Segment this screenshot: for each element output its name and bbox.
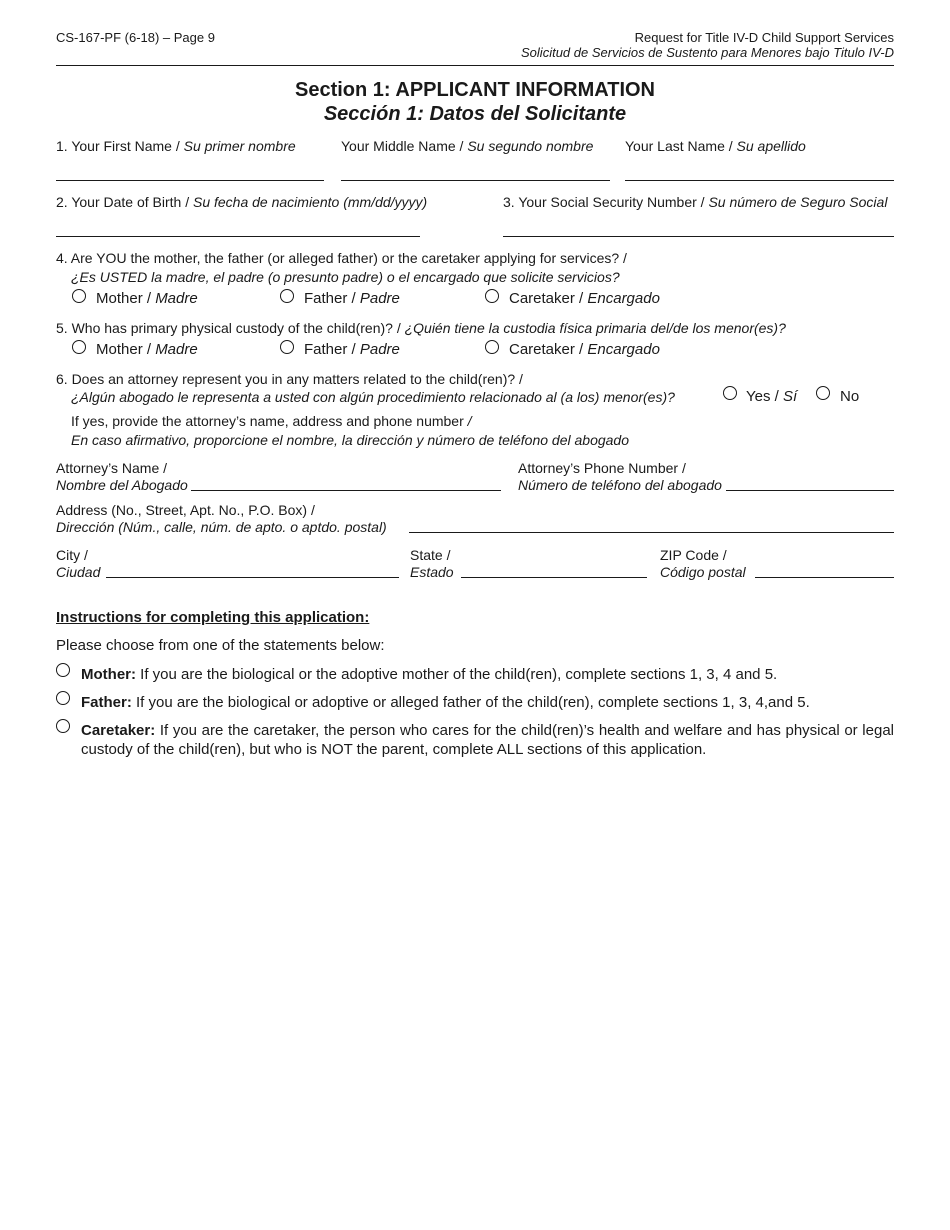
middle-name-field[interactable] xyxy=(341,180,610,181)
city-field[interactable] xyxy=(106,577,399,578)
q6-question-es: ¿Algún abogado le representa a usted con algún procedimiento relacionado al (a los) menor(es)? xyxy=(71,389,675,405)
q6-question: 6. Does an attorney represent you in any matters related to the child(ren)? / xyxy=(56,371,523,387)
dob-label: 2. Your Date of Birth / Su fecha de nacimiento (mm/dd/yyyy) xyxy=(56,194,428,210)
instr-father-radio[interactable] xyxy=(56,691,70,705)
city-label: City / xyxy=(56,547,88,563)
attorney-phone-label-es: Número de teléfono del abogado xyxy=(518,477,722,493)
attorney-name-label: Attorney’s Name / xyxy=(56,460,168,476)
q5-caretaker-label: Caretaker / Encargado xyxy=(509,341,660,358)
q4-caretaker-radio[interactable] xyxy=(485,289,499,303)
instr-father-text: Father: If you are the biological or adoptive or alleged father of the child(ren), complete sections 1, 3, 4,and 5. xyxy=(81,694,810,711)
attorney-name-label-es: Nombre del Abogado xyxy=(56,477,188,493)
q6-no-label: No xyxy=(840,388,860,405)
instr-caretaker-radio[interactable] xyxy=(56,719,70,733)
header-title-es: Solicitud de Servicios de Sustento para Menores bajo Titulo IV-D xyxy=(521,45,894,60)
attorney-phone-field[interactable] xyxy=(726,490,894,491)
first-name-label: 1. Your First Name / Su primer nombre xyxy=(56,138,296,154)
zip-label: ZIP Code / xyxy=(660,547,727,563)
q5-father-label: Father / Padre xyxy=(304,341,400,358)
q4-question: 4. Are YOU the mother, the father (or alleged father) or the caretaker applying for services? / xyxy=(56,250,627,266)
first-name-field[interactable] xyxy=(56,180,324,181)
state-field[interactable] xyxy=(461,577,647,578)
instructions-intro: Please choose from one of the statements below: xyxy=(56,637,385,654)
q5-mother-radio[interactable] xyxy=(72,340,86,354)
q5-father-radio[interactable] xyxy=(280,340,294,354)
q4-mother-radio[interactable] xyxy=(72,289,86,303)
q4-father-label: Father / Padre xyxy=(304,290,400,307)
instr-caretaker-text: Caretaker: If you are the caretaker, the person who cares for the child(ren)’s health and welfare and has physical or legal custody of the child(ren), but who is NOT the parent, complete ALL sections of this application. xyxy=(81,722,894,758)
instructions-heading: Instructions for completing this application: xyxy=(56,609,370,626)
dob-field[interactable] xyxy=(56,236,420,237)
q6-ifyes-es: En caso afirmativo, proporcione el nombre, la dirección y número de teléfono del abogado xyxy=(71,432,629,448)
q4-father-radio[interactable] xyxy=(280,289,294,303)
header-title-en: Request for Title IV-D Child Support Services xyxy=(634,30,894,45)
city-label-es: Ciudad xyxy=(56,564,101,580)
address-label: Address (No., Street, Apt. No., P.O. Box) / xyxy=(56,502,315,518)
q4-mother-label: Mother / Madre xyxy=(96,290,198,307)
q5-question: 5. Who has primary physical custody of the child(ren)? / ¿Quién tiene la custodia física primaria del/de los menor(es)? xyxy=(56,320,786,336)
q6-yes-radio[interactable] xyxy=(723,386,737,400)
state-label: State / xyxy=(410,547,451,563)
section-title: Section 1: APPLICANT INFORMATION xyxy=(295,79,655,101)
form-id: CS-167-PF (6-18) – Page 9 xyxy=(56,30,215,45)
attorney-name-field[interactable] xyxy=(191,490,501,491)
attorney-phone-label: Attorney’s Phone Number / xyxy=(518,460,686,476)
zip-label-es: Código postal xyxy=(660,564,746,580)
zip-field[interactable] xyxy=(755,577,894,578)
ssn-field[interactable] xyxy=(503,236,894,237)
q4-question-es: ¿Es USTED la madre, el padre (o presunto padre) o el encargado que solicite servicios? xyxy=(71,269,620,285)
q6-no-radio[interactable] xyxy=(816,386,830,400)
instr-mother-radio[interactable] xyxy=(56,663,70,677)
address-label-es: Dirección (Núm., calle, núm. de apto. o aptdo. postal) xyxy=(56,519,387,535)
last-name-field[interactable] xyxy=(625,180,894,181)
last-name-label: Your Last Name / Su apellido xyxy=(625,138,806,154)
q5-caretaker-radio[interactable] xyxy=(485,340,499,354)
q4-caretaker-label: Caretaker / Encargado xyxy=(509,290,660,307)
section-subtitle: Sección 1: Datos del Solicitante xyxy=(323,103,627,125)
q6-yes-label: Yes / Sí xyxy=(746,388,798,405)
q5-mother-label: Mother / Madre xyxy=(96,341,198,358)
state-label-es: Estado xyxy=(410,564,454,580)
middle-name-label: Your Middle Name / Su segundo nombre xyxy=(341,138,594,154)
header-divider xyxy=(56,65,894,66)
instr-mother-text: Mother: If you are the biological or the adoptive mother of the child(ren), complete sections 1, 3, 4 and 5. xyxy=(81,666,778,683)
address-field[interactable] xyxy=(409,532,894,533)
ssn-label: 3. Your Social Security Number / Su número de Seguro Social xyxy=(503,194,888,210)
q6-ifyes: If yes, provide the attorney’s name, address and phone number / xyxy=(71,413,472,429)
